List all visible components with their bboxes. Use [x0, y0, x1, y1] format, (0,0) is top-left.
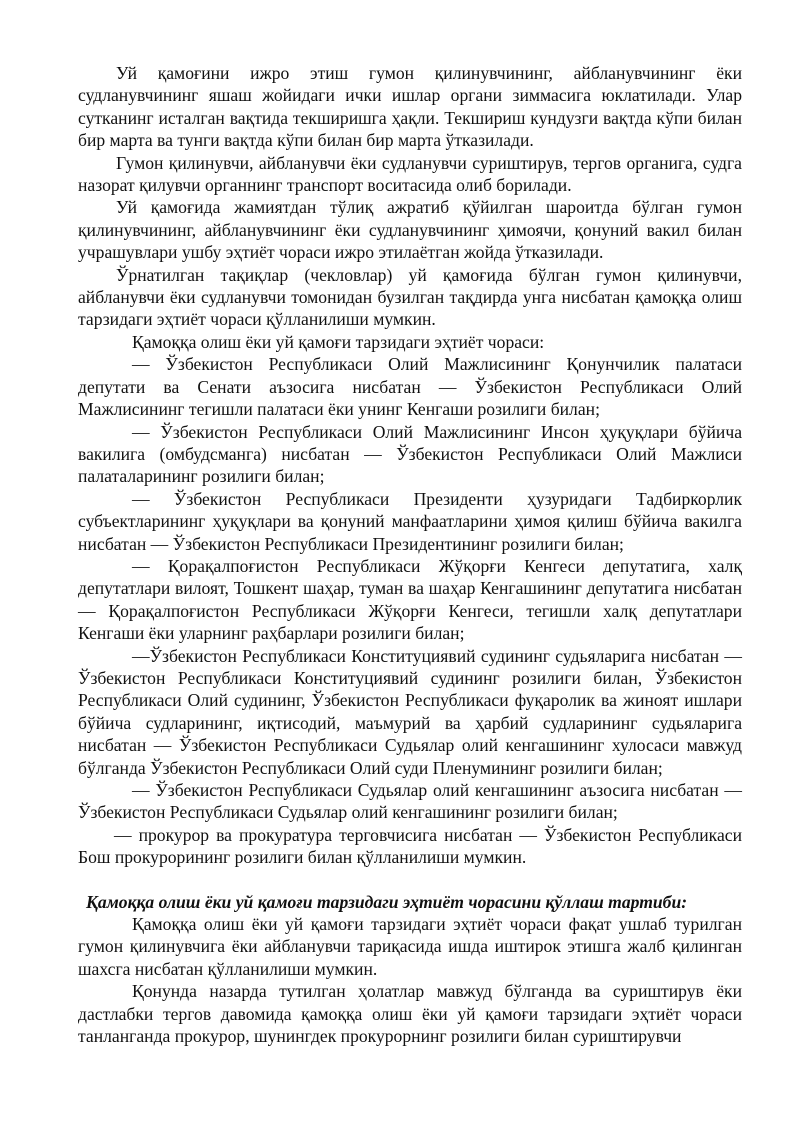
paragraph-violation: Ўрнатилган тақиқлар (чекловлар) уй қамоғида бўлган гумон қилинувчи, айбланувчи ёки судланувчи томонидан бузилган тақдирда унга нисбатан қамоққа олиш тарзидаги эҳтиёт чораси қўлланилиши мумкин.: [78, 264, 742, 330]
list-item-business-ombudsman: — Ўзбекистон Республикаси Президенти ҳузуридаги Тадбиркорлик субъектларининг ҳуқуқлари ва қонуний манфаатларини ҳимоя қилиш бўйича вакилга нисбатан — Ўзбекистон Республикаси Президентининг розилиги билан;: [78, 488, 742, 554]
paragraph-meetings: Уй қамоғида жамиятдан тўлиқ ажратиб қўйилган шароитда бўлган гумон қилинувчининг, айбланувчининг ёки судланувчининг ҳимоячи, қонуний вакил билан учрашувлари ушбу эҳтиёт чораси ижро этилаётган жойда ўтказилади.: [78, 197, 742, 263]
paragraph-applicability: Қамоққа олиш ёки уй қамоғи тарзидаги эҳтиёт чораси фақат ушлаб турилган гумон қилинувчига ёки айбланувчи тариқасида ишда иштирок этишга жалб қилинган шахсга нисбатан қўлланилиши мумкин.: [78, 914, 742, 979]
list-item-prosecutor: — прокурор ва прокуратура терговчисига нисбатан — Ўзбекистон Республикаси Бош прокурорининг розилиги билан қўлланилиши мумкин.: [78, 824, 742, 868]
list-item-parliament: — Ўзбекистон Республикаси Олий Мажлисининг Қонунчилик палатаси депутати ва Сенати аъзосига нисбатан — Ўзбекистон Республикаси Олий Мажлисининг тегишли палатаси ёки унинг Кенгаши розилиги билан;: [78, 354, 742, 420]
list-item-ombudsman: — Ўзбекистон Республикаси Олий Мажлисининг Инсон ҳуқуқлари бўйича вакилига (омбудсманга) нисбатан — Ўзбекистон Республикаси Олий Мажлиси палаталарининг розилиги билан;: [78, 421, 742, 487]
list-item-local-deputies: — Қорақалпоғистон Республикаси Жўқорғи Кенгеси депутатига, халқ депутатлари вилоят, Тошкент шаҳар, туман ва шаҳар Кенгашининг депутатига нисбатан — Қорақалпоғистон Республикаси Жўқорғи Кенгеси, тегишли халқ депутатлари Кенгаши ёки уларнинг раҳбарлари розилиги билан;: [78, 555, 742, 644]
paragraph-transport: Гумон қилинувчи, айбланувчи ёки судланувчи суриштирув, тергов органига, судга назорат қилувчи органнинг транспорт воситасида олиб борилади.: [78, 152, 742, 196]
list-item-judges: —Ўзбекистон Республикаси Конституциявий судининг судьяларига нисбатан — Ўзбекистон Республикаси Конституциявий судининг розилиги билан, Ўзбекистон Республикаси Олий судининг, Ўзбекистон Республикаси фуқаролик ва жиноят ишлари бўйича судларининг, иқтисодий, маъмурий ва ҳарбий судларининг судьяларига нисбатан — Ўзбекистон Республикаси Судьялар олий кенгашининг хулосаси мавжуд бўлганда Ўзбекистон Республикаси Олий суди Пленумининг розилиги билан;: [78, 645, 742, 778]
paragraph-house-arrest-execution: Уй қамоғини ижро этиш гумон қилинувчининг, айбланувчининг ёки судланувчининг яшаш жойидаги ички ишлар органи зиммасига юклатилади. Улар сутканинг исталган вақтида текширишга ҳақли. Текшириш кундузги вақтда кўпи билан бир марта ва тунги вақтда кўпи билан бир марта ўтказилади.: [78, 63, 742, 151]
list-item-judicial-council: — Ўзбекистон Республикаси Судьялар олий кенгашининг аъзосига нисбатан — Ўзбекистон Республикаси Судьялар олий кенгашининг розилиги билан;: [78, 780, 742, 823]
section-heading: Қамоққа олиш ёки уй қамоғи тарзидаги эҳтиёт чорасини қўллаш тартиби:: [86, 891, 688, 912]
paragraph-procedure: Қонунда назарда тутилган ҳолатлар мавжуд бўлганда ва суриштирув ёки дастлабки тергов давомида қамоққа олиш ёки уй қамоғи тарзидаги эҳтиёт чораси танланганда прокурор, шунингдек прокурорнинг розилиги билан суриштирувчи: [78, 981, 742, 1047]
list-intro: Қамоққа олиш ёки уй қамоғи тарзидаги эҳтиёт чораси:: [132, 331, 545, 352]
